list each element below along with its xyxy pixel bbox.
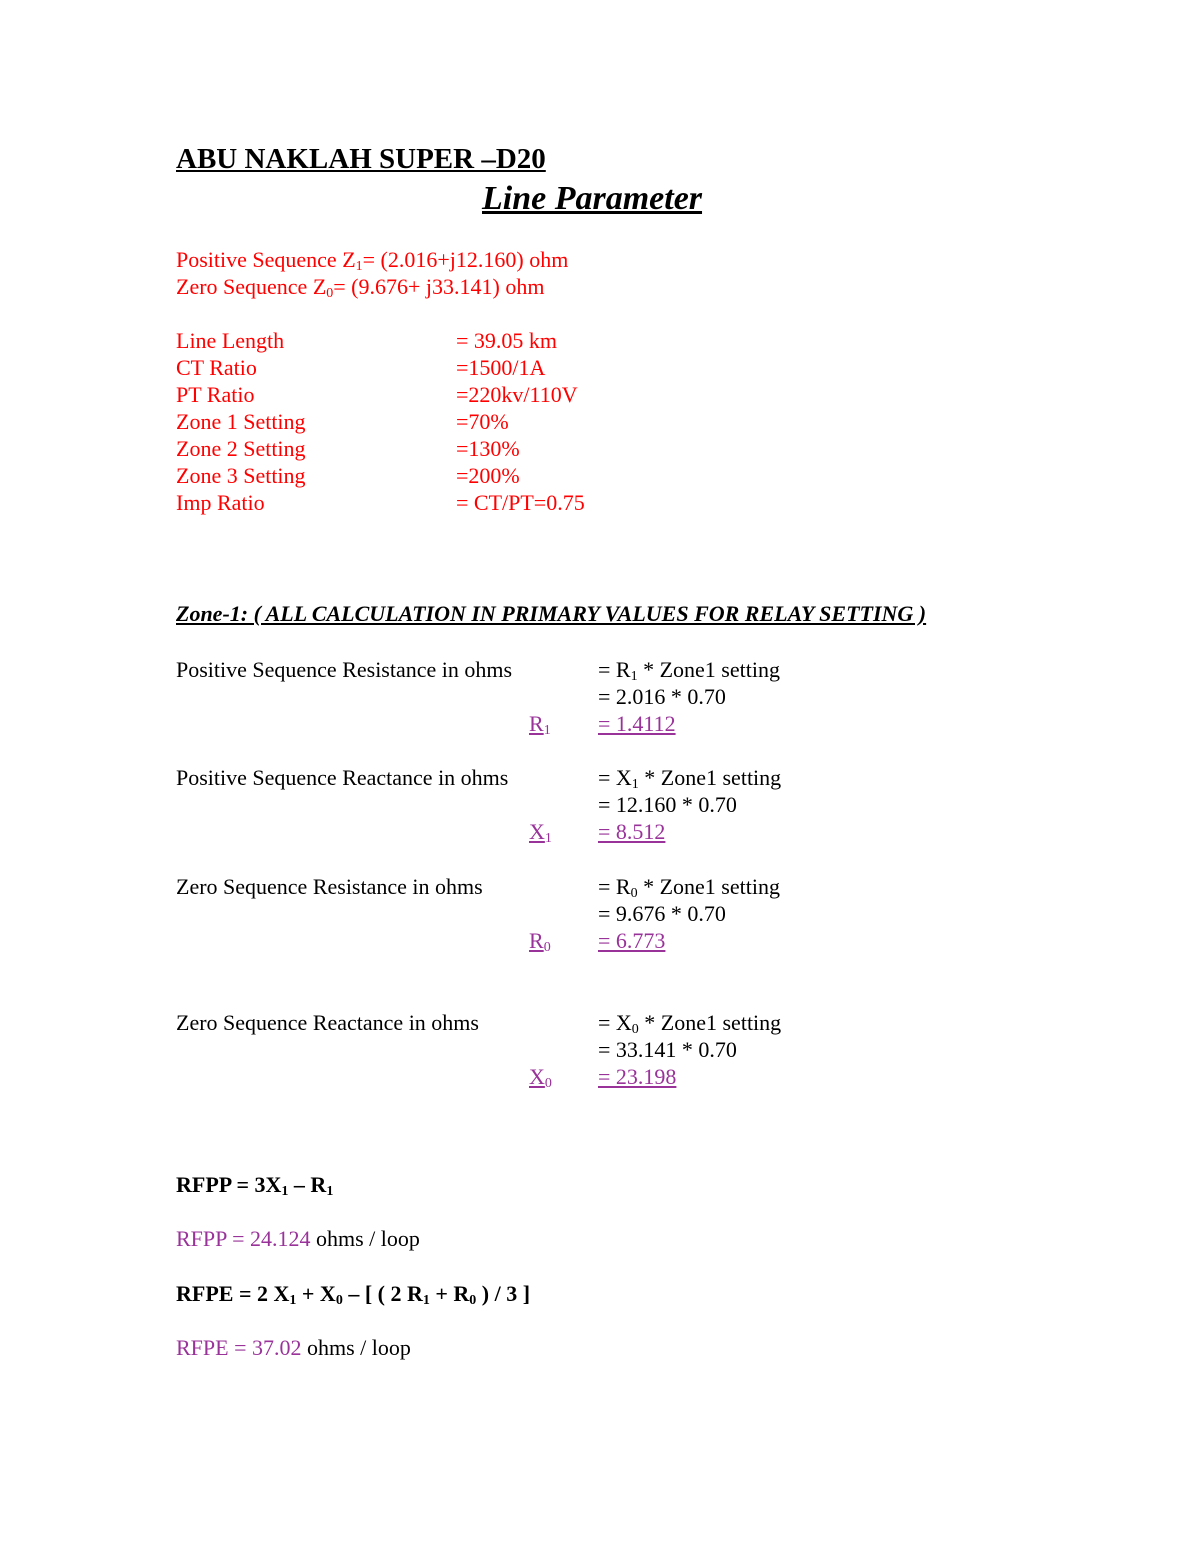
- z0-value: = (9.676+ j33.141) ohm: [333, 274, 545, 299]
- rfpe-result-value: 37.02: [252, 1335, 302, 1360]
- calc-substitution: = 2.016 * 0.70: [598, 684, 726, 709]
- calc-result-symbol: $X_0$: [529, 1064, 552, 1091]
- z0-label: Zero Sequence Z: [176, 274, 327, 299]
- calc-formula: = $X_0$ * Zone1 setting: [598, 1010, 782, 1037]
- calc-formula: = $X_1$ * Zone1 setting: [598, 765, 782, 792]
- calc-label: Zero Sequence Resistance in ohms: [176, 874, 483, 899]
- calc-label: Positive Sequence Resistance in ohms: [176, 657, 513, 682]
- calc-formula: = $R_0$ * Zone1 setting: [598, 874, 780, 901]
- rfpe-result: [176, 1335, 411, 1361]
- calc-label: Zero Sequence Reactance in ohms: [176, 1010, 479, 1035]
- calc-formula: = $R_1$ * Zone1 setting: [598, 657, 780, 684]
- param-value: =70%: [456, 409, 509, 434]
- document-title: ABU NAKLAH SUPER –D20: [176, 143, 546, 175]
- calc-result-symbol: $R_1$: [529, 711, 551, 738]
- calc-substitution: = 9.676 * 0.70: [598, 901, 726, 926]
- z0-sub: 0: [326, 286, 334, 301]
- calc-result-value: = 8.512: [598, 819, 666, 844]
- calc-result-value: = 23.198: [598, 1064, 677, 1089]
- z1-line: [176, 247, 568, 273]
- rfpe-result-label: RFPE =: [176, 1335, 252, 1360]
- z1-sub: 1: [355, 259, 363, 274]
- rfpp-result-value: 24.124: [249, 1226, 311, 1251]
- rfpp-result-label: RFPP =: [176, 1226, 250, 1251]
- param-label: Zone 1 Setting: [176, 409, 306, 434]
- calc-result-value: = 1.4112: [598, 711, 676, 736]
- param-label: Imp Ratio: [176, 490, 265, 515]
- calc-substitution: = 33.141 * 0.70: [598, 1037, 737, 1062]
- param-value: =1500/1A: [456, 355, 546, 380]
- rfpp-formula: RFPP = $3X_1 - R_1$: [176, 1172, 334, 1199]
- param-value: = 39.05 km: [456, 328, 558, 353]
- param-label: Line Length: [176, 328, 285, 353]
- param-value: =220kv/110V: [456, 382, 578, 407]
- calc-result-symbol: $R_0$: [529, 928, 551, 955]
- param-label: Zone 2 Setting: [176, 436, 306, 461]
- calc-label: Positive Sequence Reactance in ohms: [176, 765, 509, 790]
- param-label: PT Ratio: [176, 382, 255, 407]
- param-value: =130%: [456, 436, 520, 461]
- calc-substitution: = 12.160 * 0.70: [598, 792, 737, 817]
- z0-line: [176, 274, 544, 300]
- z1-label: Positive Sequence Z: [176, 247, 356, 272]
- document-subtitle: Line Parameter: [482, 180, 703, 217]
- param-label: Zone 3 Setting: [176, 463, 306, 488]
- param-value: =200%: [456, 463, 520, 488]
- calc-result-value: = 6.773: [598, 928, 666, 953]
- param-value: = CT/PT=0.75: [456, 490, 585, 515]
- rfpe-formula: RFPE = 2 $X_1 + X_0$ – [ ( 2 $R_1 + R_0$ ) / 3 ]: [176, 1281, 531, 1308]
- param-label: CT Ratio: [176, 355, 257, 380]
- zone1-heading: Zone-1: ( ALL CALCULATION IN PRIMARY VALUES FOR RELAY SETTING ): [176, 601, 927, 626]
- z1-value: = (2.016+j12.160) ohm: [362, 247, 569, 272]
- calc-result-symbol: $X_1$: [529, 819, 552, 846]
- rfpp-result-unit: ohms / loop: [310, 1226, 420, 1251]
- rfpe-result-unit: ohms / loop: [301, 1335, 411, 1360]
- rfpp-result: [176, 1226, 420, 1252]
